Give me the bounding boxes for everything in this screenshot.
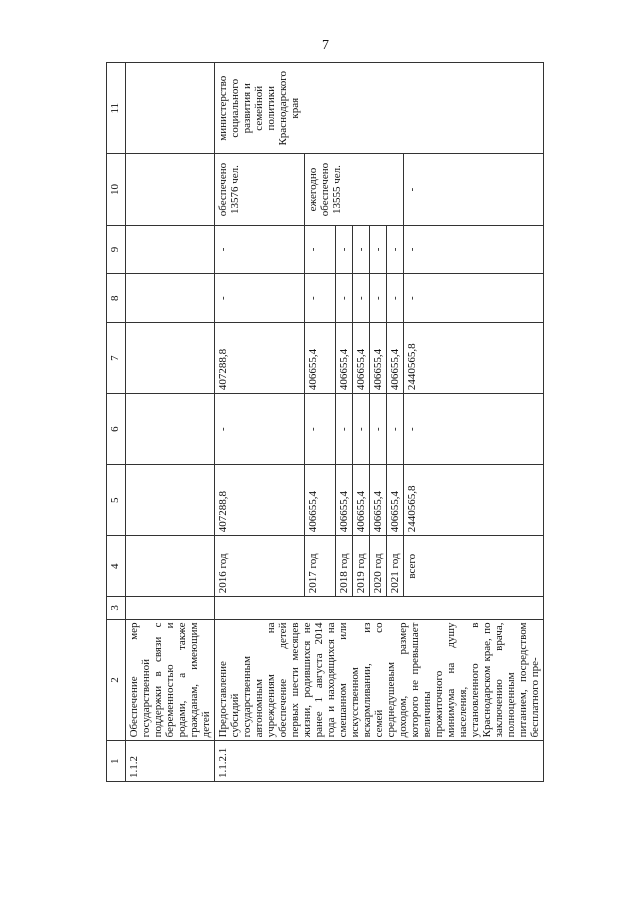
value-cell: - — [370, 225, 387, 274]
value-cell: 406655,4 — [353, 465, 370, 536]
col-header-4: 4 — [107, 536, 126, 597]
year-cell: 2017 год — [305, 536, 336, 597]
col-header-6: 6 — [107, 394, 126, 465]
result-cell: обеспечено 13576 чел. — [215, 154, 305, 225]
value-cell: 406655,4 — [336, 323, 353, 394]
row-number: 1.1.2 — [126, 741, 215, 782]
value-cell: 406655,4 — [370, 465, 387, 536]
rotated-table-container — [106, 62, 606, 782]
year-cell: 2021 год — [387, 536, 404, 597]
value-cell: - — [353, 225, 370, 274]
value-cell: - — [387, 394, 404, 465]
col-header-10: 10 — [107, 154, 126, 225]
year-cell: 2020 год — [370, 536, 387, 597]
value-cell: 2440565,8 — [404, 323, 544, 394]
value-cell: - — [404, 225, 544, 274]
value-cell: - — [353, 274, 370, 323]
value-cell: - — [305, 394, 336, 465]
value-cell: - — [370, 394, 387, 465]
year-cell: всего — [404, 536, 544, 597]
value-cell: - — [215, 225, 305, 274]
value-cell: - — [370, 274, 387, 323]
row-text: Предоставление субсидий государственным автономным учреждениям на обеспечение детей первых шести месяцев жизни, родившихся не ранее 1 августа 2014 года и находящихся на смешанном или искусственном вскармливании, из семей со среднедушевым доходом, размер которого не превышает величины прожиточного минимума на душу населения, установленного в Краснодарском крае, по заключению врача, полноценным питанием, посредством бесплатного пре- — [215, 619, 544, 741]
result-cell: - — [404, 154, 544, 225]
col-header-8: 8 — [107, 274, 126, 323]
value-cell: - — [336, 274, 353, 323]
value-cell: 406655,4 — [387, 465, 404, 536]
value-cell: - — [387, 225, 404, 274]
result-cell: ежегодно обеспечено 13555 чел. — [305, 154, 404, 225]
row-number: 1.1.2.1 — [215, 741, 544, 782]
header-row — [107, 63, 126, 782]
value-cell: 407288,8 — [215, 323, 305, 394]
row-text: Обеспечение мер государственной поддержки в связи с беременностью и родами, а также гражданам, имеющим детей — [126, 619, 215, 741]
value-cell: - — [404, 274, 544, 323]
value-cell: 406655,4 — [305, 323, 336, 394]
year-cell: 2016 год — [215, 536, 305, 597]
col-header-2: 2 — [107, 619, 126, 741]
value-cell: - — [305, 274, 336, 323]
value-cell: - — [336, 394, 353, 465]
col-header-1: 1 — [107, 741, 126, 782]
value-cell: 407288,8 — [215, 465, 305, 536]
value-cell: - — [336, 225, 353, 274]
col-header-3: 3 — [107, 597, 126, 619]
col-header-5: 5 — [107, 465, 126, 536]
value-cell: 2440565,8 — [404, 465, 544, 536]
year-cell: 2019 год — [353, 536, 370, 597]
value-cell: - — [404, 394, 544, 465]
value-cell: - — [387, 274, 404, 323]
page-number: 7 — [322, 38, 329, 53]
col-header-7: 7 — [107, 323, 126, 394]
value-cell: - — [353, 394, 370, 465]
table-row — [126, 63, 215, 782]
value-cell: 406655,4 — [305, 465, 336, 536]
value-cell: 406655,4 — [387, 323, 404, 394]
program-table — [106, 62, 544, 782]
value-cell: 406655,4 — [370, 323, 387, 394]
value-cell: - — [215, 274, 305, 323]
year-cell: 2018 год — [336, 536, 353, 597]
value-cell: 406655,4 — [336, 465, 353, 536]
value-cell: - — [215, 394, 305, 465]
executor-cell: министерство социального развития и семейной политики Краснодарского края — [215, 63, 544, 155]
table-row — [215, 63, 305, 782]
col-header-9: 9 — [107, 225, 126, 274]
col-header-11: 11 — [107, 63, 126, 155]
value-cell: 406655,4 — [353, 323, 370, 394]
value-cell: - — [305, 225, 336, 274]
